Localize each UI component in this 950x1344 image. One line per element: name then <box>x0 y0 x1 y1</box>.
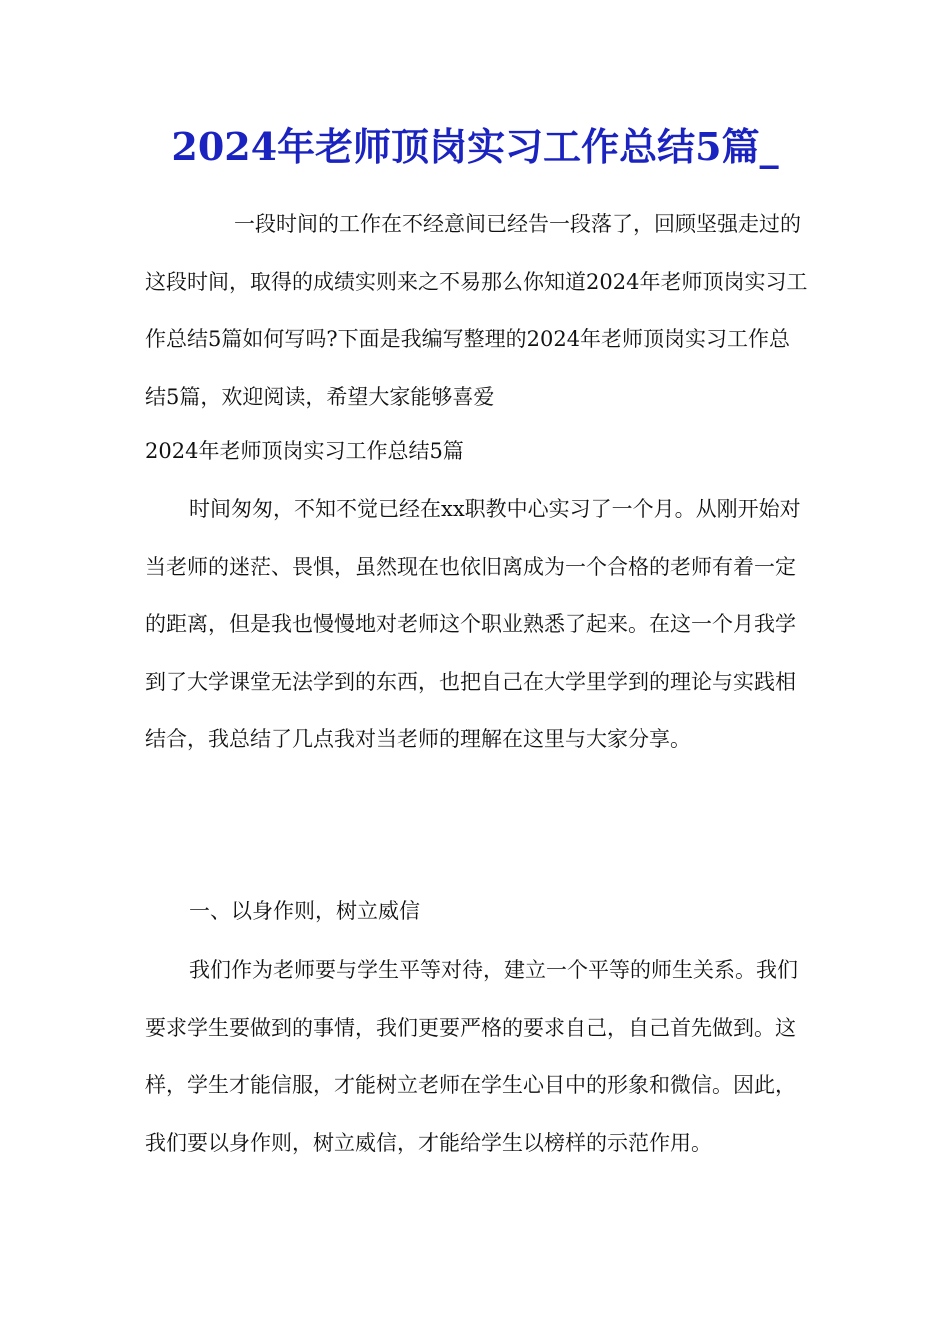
subtitle-line: 2024年老师顶岗实习工作总结5篇 <box>145 439 464 463</box>
section-heading: 一、以身作则，树立威信 <box>189 899 420 923</box>
document-title: 2024年老师顶岗实习工作总结5篇_ <box>171 124 779 169</box>
intro-paragraph: 一段时间的工作在不经意间已经告一段落了，回顾坚强走过的这段时间，取得的成绩实则来之不易那么你知道2024年老师顶岗实习工作总结5篇如何写吗?下面是我编写整理的2024年老师顶岗实习工作总结5篇，欢迎阅读，希望大家能够喜爱 <box>145 212 808 409</box>
body-paragraph-2: 我们作为老师要与学生平等对待，建立一个平等的师生关系。我们要求学生要做到的事情，我们更要严格的要求自己，自己首先做到。这样，学生才能信服，才能树立老师在学生心目中的形象和微信。因此，我们要以身作则，树立威信，才能给学生以榜样的示范作用。 <box>145 958 798 1155</box>
body-paragraph-1: 时间匆匆，不知不觉已经在xx职教中心实习了一个月。从刚开始对当老师的迷茫、畏惧，虽然现在也依旧离成为一个合格的老师有着一定的距离，但是我也慢慢地对老师这个职业熟悉了起来。在这一个月我学到了大学课堂无法学到的东西，也把自己在大学里学到的理论与实践相结合，我总结了几点我对当老师的理解在这里与大家分享。 <box>145 497 801 751</box>
